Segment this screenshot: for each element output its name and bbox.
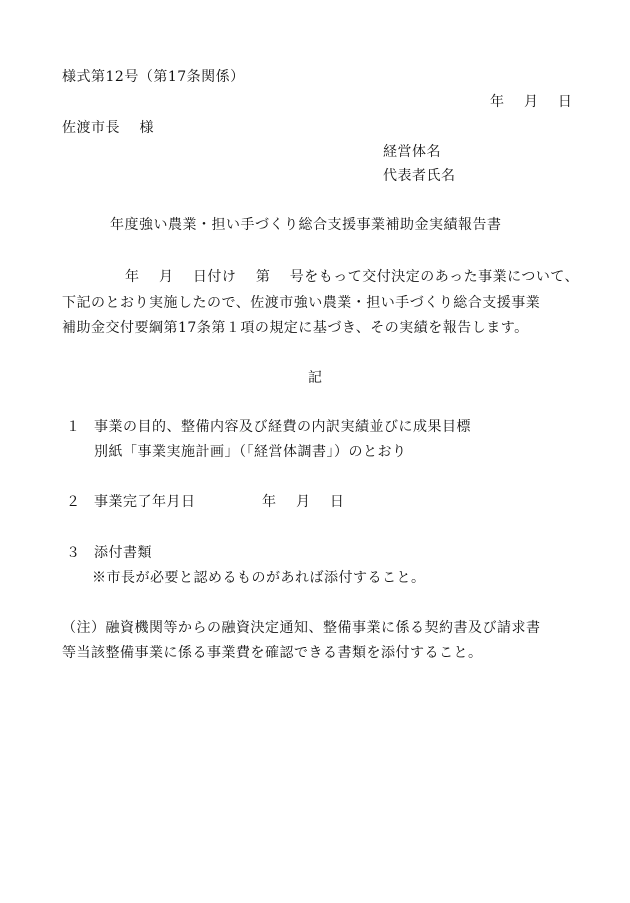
item-2-number: ２	[66, 494, 81, 510]
item-2-title: 事業完了年月日	[94, 494, 196, 510]
submission-date: 年 月 日	[490, 94, 573, 110]
note-line-2: 等当該整備事業に係る事業費を確認できる書類を添付すること。	[62, 645, 483, 661]
item-3-detail: ※市長が必要と認めるものがあれば添付すること。	[92, 570, 426, 586]
body-line-2: 下記のとおり実施したので、佐渡市強い農業・担い手づくり総合支援事業	[62, 295, 541, 311]
addressee: 佐渡市長 様	[62, 120, 154, 136]
item-3-title: 添付書類	[94, 545, 152, 561]
item-2-date: 年 月 日	[262, 494, 345, 510]
item-1-number: １	[66, 419, 81, 435]
org-name-label: 経営体名	[383, 144, 441, 160]
note-line-1: （注）融資機関等からの融資決定通知、整備事業に係る契約書及び請求書	[62, 620, 541, 636]
item-1-title: 事業の目的、整備内容及び経費の内訳実績並びに成果目標	[94, 419, 471, 435]
body-line-3: 補助金交付要綱第17条第１項の規定に基づき、その実績を報告します。	[62, 320, 529, 336]
document-title: 年度強い農業・担い手づくり総合支援事業補助金実績報告書	[110, 217, 502, 233]
form-number: 様式第12号（第17条関係）	[62, 69, 245, 85]
body-line-1: 年 月 日付け 第 号をもって交付決定のあった事業について、	[125, 269, 580, 285]
representative-label: 代表者氏名	[383, 168, 456, 184]
item-3-number: ３	[66, 545, 81, 561]
item-1-detail: 別紙「事業実施計画」（「経営体調書」）のとおり	[94, 444, 407, 460]
ki-heading: 記	[308, 370, 323, 386]
